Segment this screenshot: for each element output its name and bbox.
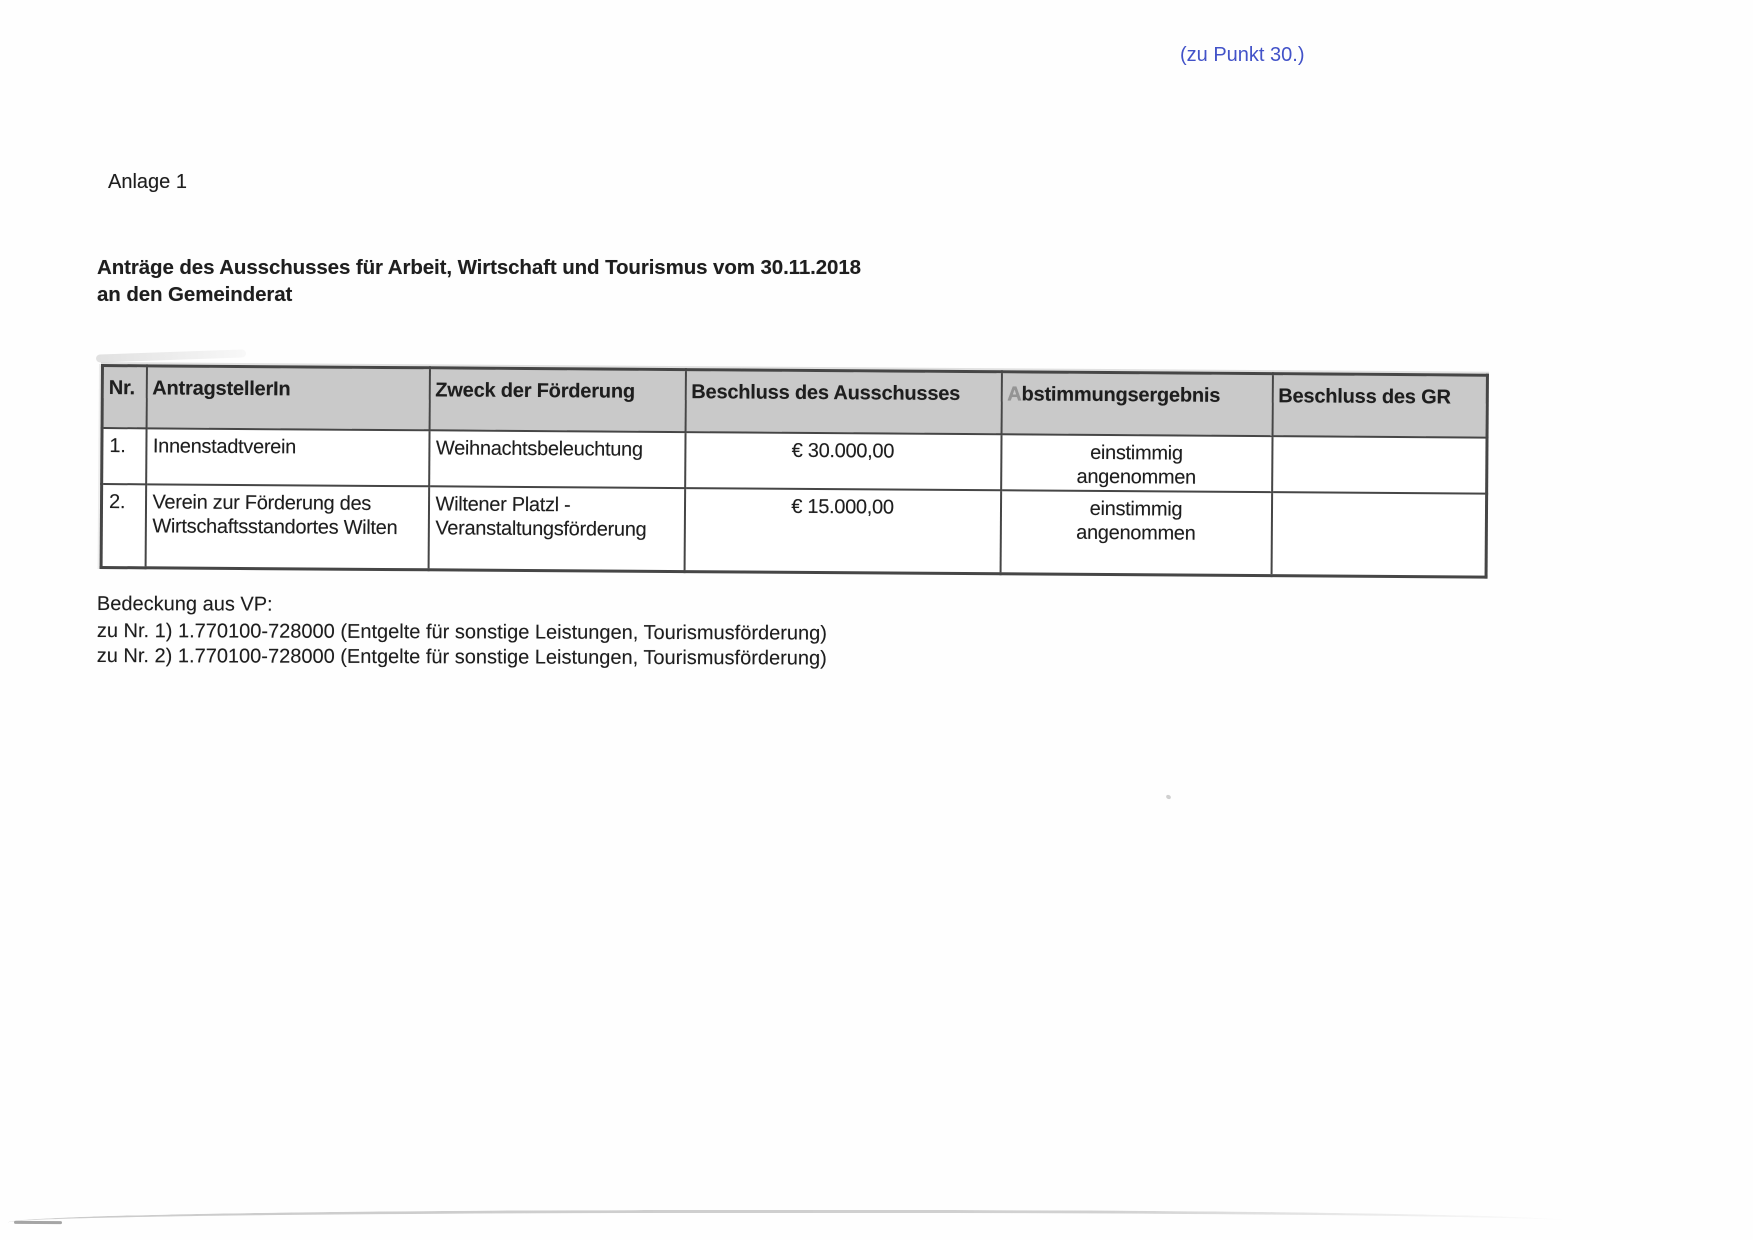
document-title-line1: Anträge des Ausschusses für Arbeit, Wirtschaft und Tourismus vom 30.11.2018 [97,256,861,279]
header-abstimmungsergebnis: Abstimmungsergebnis [1001,372,1272,436]
table-row [102,428,1487,494]
scan-smudge-artifact [96,349,246,362]
header-nr: Nr. [102,366,146,428]
coverage-note-heading: Bedeckung aus VP: [96,593,273,616]
cell-row1-antragstellerin: Innenstadtverein [146,428,429,486]
header-zweck-der-foerderung: Zweck der Förderung [429,368,685,432]
funding-requests-table [100,364,1489,579]
cell-row2-beschluss-gr [1271,492,1487,577]
cell-row2-nr: 2. [101,484,146,568]
cell-row2-antragstellerin: Verein zur Förderung des Wirtschaftsstandortes Wilten [145,484,429,570]
cell-row1-abstimmungsergebnis: einstimmig angenommen [1001,434,1272,492]
coverage-note-block [97,592,827,672]
header-beschluss-des-gr: Beschluss des GR [1272,374,1487,437]
funding-requests-table-wrapper [100,364,1489,579]
table-row [101,484,1487,578]
cell-row2-beschluss-ausschuss: € 15.000,00 [684,488,1001,574]
scan-speck-artifact [1165,794,1171,800]
agenda-point-note: (zu Punkt 30.) [1180,44,1305,66]
scan-tick-artifact [14,1221,62,1224]
document-title-line2: an den Gemeinderat [97,283,293,306]
table-header-row [102,366,1487,438]
cell-row1-nr: 1. [102,428,146,484]
coverage-note-line-2: zu Nr. 2) 1.770100-728000 (Entgelte für sonstige Leistungen, Tourismusförderung) [96,644,827,670]
coverage-note-line-1: zu Nr. 1) 1.770100-728000 (Entgelte für sonstige Leistungen, Tourismusförderung) [96,619,827,645]
scan-line-artifact [8,1210,1588,1235]
cell-row1-beschluss-ausschuss: € 30.000,00 [685,432,1001,490]
cell-row1-zweck: Weihnachtsbeleuchtung [429,430,685,488]
cell-row2-abstimmungsergebnis: einstimmig angenommen [1000,490,1272,576]
annex-label: Anlage 1 [108,171,187,193]
header-beschluss-des-ausschusses: Beschluss des Ausschusses [685,370,1001,434]
document-title [97,254,861,308]
header-antragstellerin: AntragstellerIn [146,366,429,430]
cell-row2-zweck: Wiltener Platzl - Veranstaltungsförderung [428,486,685,572]
cell-row1-beschluss-gr [1272,436,1487,493]
